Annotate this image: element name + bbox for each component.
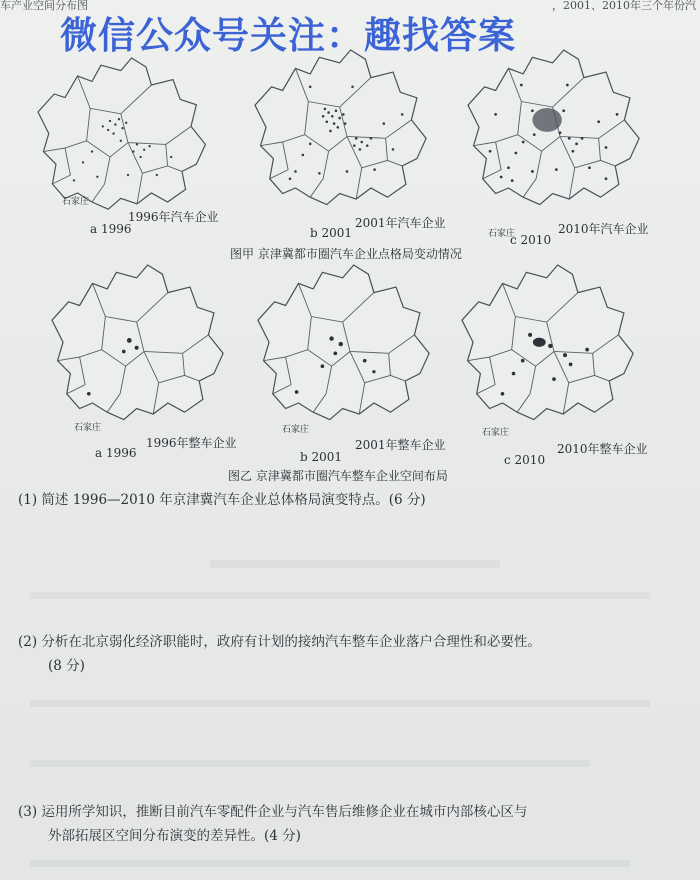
- show-through-text: [30, 860, 630, 867]
- show-through-text: [210, 560, 500, 568]
- question-3: [18, 800, 688, 848]
- map-a-1996-all: [38, 58, 205, 209]
- map-legend: 2010年整车企业: [557, 442, 648, 456]
- header-right-text: ，2001、2010年三个年份汽: [552, 0, 696, 12]
- figure-title: 图乙 京津冀都市圈汽车整车企业空间布局: [228, 469, 448, 483]
- figure-title: 图甲 京津冀都市圈汽车企业点格局变动情况: [230, 247, 462, 261]
- map-legend: 2001年汽车企业: [355, 216, 446, 230]
- map-label: a 1996: [95, 446, 137, 460]
- question-text-cont: 外部拓展区空间分布演变的差异性。(4 分): [48, 828, 301, 844]
- city-tag: 石家庄: [488, 229, 516, 239]
- show-through-text: [30, 700, 650, 707]
- map-label: c 2010: [504, 453, 546, 467]
- city-tag: 石家庄: [74, 423, 102, 433]
- question-text: (2) 分析在北京弱化经济职能时，政府有计划的接纳汽车整车企业落户合理性和必要性。: [18, 634, 541, 650]
- map-label: b 2001: [310, 226, 353, 240]
- city-tag: 石家庄: [482, 428, 510, 438]
- show-through-text: [30, 760, 590, 767]
- question-text: (1) 简述 1996—2010 年京津冀汽车企业总体格局演变特点。(6 分): [18, 492, 426, 508]
- question-text-cont: (8 分): [48, 658, 85, 674]
- map-legend: 2001年整车企业: [355, 438, 446, 452]
- map-label: c 2010: [510, 233, 552, 247]
- question-1: [18, 488, 688, 512]
- question-2: [18, 630, 688, 678]
- map-label: b 2001: [300, 450, 343, 464]
- map-legend: 1996年整车企业: [146, 436, 237, 450]
- map-b-2001-complete: [258, 265, 429, 420]
- city-tag: 石家庄: [282, 425, 310, 435]
- map-label: a 1996: [90, 222, 132, 236]
- map-legend: 2010年汽车企业: [558, 222, 649, 236]
- header-left-text: 车产业空间分布图: [0, 0, 88, 12]
- question-text: (3) 运用所学知识，推断目前汽车零配件企业与汽车售后维修企业在城市内部核心区与: [18, 804, 528, 820]
- map-a-1996-complete: [52, 265, 223, 420]
- map-c-2010-all: [468, 50, 639, 205]
- map-c-2010-complete: [462, 265, 633, 420]
- watermark-text: 微信公众号关注：趣找答案: [60, 14, 516, 57]
- map-legend: 1996年汽车企业: [128, 210, 219, 224]
- city-tag: 石家庄: [62, 197, 90, 207]
- map-b-2001-all: [255, 50, 426, 205]
- show-through-text: [30, 592, 650, 599]
